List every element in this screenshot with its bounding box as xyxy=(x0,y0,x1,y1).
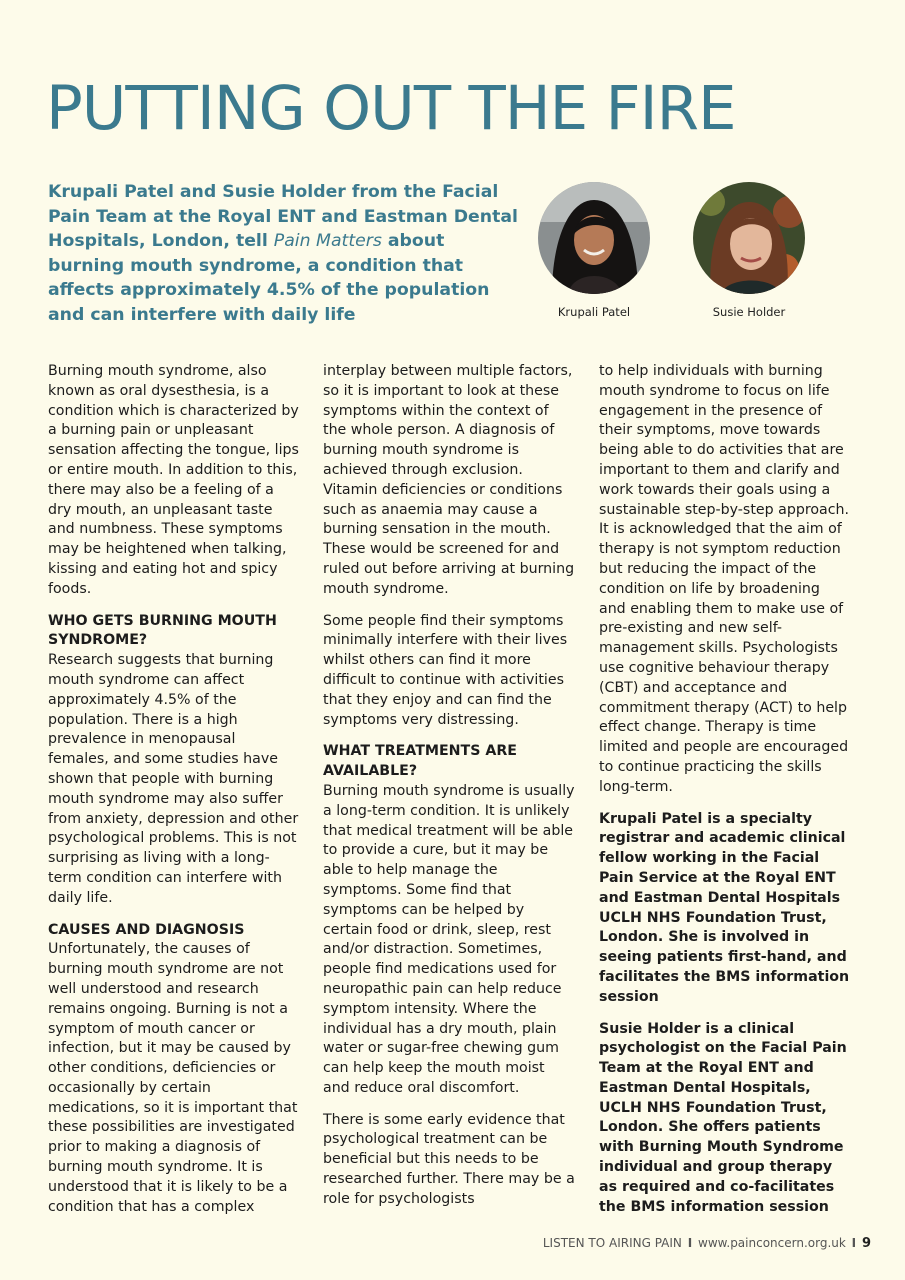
divider: I xyxy=(851,1236,857,1250)
page-footer xyxy=(543,1236,871,1251)
standfirst-part1: Krupali Patel and Susie Holder from the Facial Pain Team at the Royal ENT and Eastman Dental Hospitals, London, tell xyxy=(48,182,518,251)
bio-susie: Susie Holder is a clinical psychologist on the Facial Pain Team at the Royal ENT and Eastman Dental Hospitals, UCLH NHS Foundation Trust, London. She offers patients with Burning Mouth Syndrome individual and group therapy as required and co-facilitates the BMS information session xyxy=(599,1020,847,1215)
article-column-1 xyxy=(48,362,300,1229)
interplay-paragraph: interplay between multiple factors, so it is important to look at these symptoms within the context of the whole person. A diagnosis of burning mouth syndrome is achieved through exclusion. Vitamin deficiencies or conditions such as anaemia may cause a burning sensation in the mouth. These would be screened for and ruled out before arriving at burning mouth syndrome. xyxy=(323,363,575,597)
therapy-paragraph: to help individuals with burning mouth syndrome to focus on life engagement in the presence of their symptoms, move towards being able to do activities that are important to them and clarify and work towards their goals using a sustainable step-by-step approach. It is acknowledged that the aim of therapy is not symptom reduction but reducing the impact of the condition on life by broadening and enabling them to make use of pre-existing and new self-management skills. Psychologists use cognitive behaviour therapy (CBT) and acceptance and commitment therapy (ACT) to help effect change. Therapy is time limited and people are encouraged to continue practicing the skills long-term. xyxy=(599,363,850,795)
standfirst-part2: about burning mouth syndrome, a condition that affects approximately 4.5% of the population and can interfere with daily life xyxy=(48,231,490,325)
standfirst xyxy=(48,180,518,327)
causes-paragraph: Unfortunately, the causes of burning mouth syndrome are not well understood and research remains ongoing. Burning is not a symptom of mouth cancer or infection, but it may be caused by other conditions, deficiencies or occasionally by certain medications, so it is important that these possibilities are investigated prior to making a diagnosis of burning mouth syndrome. It is understood that it is likely to be a condition that has a complex xyxy=(48,941,298,1215)
page-title: PUTTING OUT THE FIRE xyxy=(46,73,736,144)
portrait-susie xyxy=(689,182,809,319)
divider: I xyxy=(687,1236,693,1250)
article-column-3 xyxy=(599,362,851,1229)
evidence-paragraph: There is some early evidence that psychological treatment can be beneficial but this needs to be researched further. There may be a role for psychologists xyxy=(323,1111,575,1207)
impact-paragraph: Some people find their symptoms minimally interfere with their lives whilst others can find it more difficult to continue with activities that they enjoy and can find the symptoms very distressing. xyxy=(323,612,568,728)
page-number: 9 xyxy=(861,1236,871,1251)
portrait-krupali xyxy=(534,182,654,319)
article-column-2 xyxy=(323,362,575,1222)
bio-krupali: Krupali Patel is a specialty registrar and academic clinical fellow working in the Facial Pain Service at the Royal ENT and Eastman Dental Hospitals UCLH NHS Foundation Trust, London. She is involved in seeing patients first-hand, and facilitates the BMS information session xyxy=(599,810,850,1005)
krupali-photo xyxy=(538,182,650,294)
caption-susie: Susie Holder xyxy=(712,305,786,319)
footer-url[interactable]: www.painconcern.org.uk xyxy=(698,1236,846,1250)
magazine-name: Pain Matters xyxy=(273,231,382,251)
footer-label: LISTEN TO AIRING PAIN xyxy=(542,1236,682,1250)
caption-krupali: Krupali Patel xyxy=(557,305,631,319)
intro-paragraph: Burning mouth syndrome, also known as oral dysesthesia, is a condition which is characterized by a burning pain or unpleasant sensation affecting the tongue, lips or entire mouth. In addition to this, there may also be a feeling of a dry mouth, an unpleasant taste and numbness. These symptoms may be heightened when talking, kissing and eating hot and spicy foods. xyxy=(48,363,299,597)
susie-photo xyxy=(693,182,805,294)
who-paragraph: Research suggests that burning mouth syndrome can affect approximately 4.5% of the population. There is a high prevalence in menopausal females, and some studies have shown that people with burning mouth syndrome may also suffer from anxiety, depression and other psychological problems. This is not surprising as living with a long-term condition can interfere with daily life. xyxy=(48,652,299,906)
heading-causes: CAUSES AND DIAGNOSIS xyxy=(48,921,245,938)
treatments-paragraph: Burning mouth syndrome is usually a long-term condition. It is unlikely that medical treatment will be able to provide a cure, but it may be able to help manage the symptoms. Some find that symptoms can be helped by certain food or drink, sleep, rest and/or distraction. Sometimes, people find medications used for neuropathic pain can help reduce symptom intensity. Where the individual has a dry mouth, plain water or sugar-free chewing gum can help keep the mouth moist and reduce oral discomfort. xyxy=(323,782,575,1096)
heading-treatments: WHAT TREATMENTS ARE AVAILABLE? xyxy=(323,743,517,780)
heading-who-gets-bms: WHO GETS BURNING MOUTH SYNDROME? xyxy=(48,612,277,649)
